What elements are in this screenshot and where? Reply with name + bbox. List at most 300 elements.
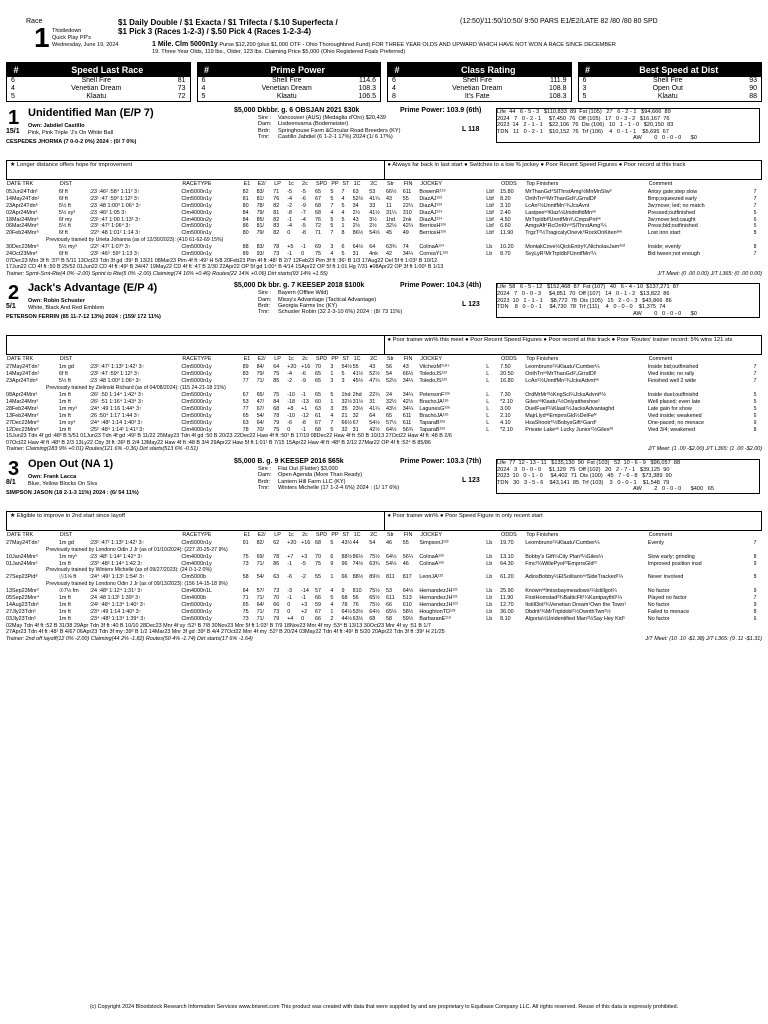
summary-box-title: Prime Power [270, 65, 326, 75]
trainer-change-note: Previously trained by Zielinski Richard (as of 04/08/2024): (115 24-21-18 21%) [46, 385, 226, 392]
race-cell: 6 [330, 553, 334, 560]
race-cell: 47/ [256, 398, 265, 405]
race-cell: 84 [242, 209, 249, 216]
race-cell: *2.10 [500, 426, 513, 433]
race-cell: 4.10 [500, 419, 511, 426]
race-cell: Lost iron start [647, 230, 681, 237]
race-cell: L [486, 371, 490, 378]
race-cell: Lb [486, 595, 493, 602]
race-cell: 54/ [256, 412, 265, 419]
race-cell: ColinaA¹²⁴ [419, 244, 445, 251]
race-cell: 64 [369, 244, 376, 251]
race-cell: -2 [287, 202, 292, 209]
race-cell: 8 [753, 553, 757, 560]
jockey-trainer-stats: J/T Meet: (10 .10 -$1.38) J/T L365: (9 .11 -$1.31) [645, 635, 762, 642]
race-cell: 66 [273, 602, 280, 608]
race-cell: 5 [330, 216, 334, 223]
workouts-2: 27Apr23 Tdn 4f ft :48¹ B 4/67 06Apr23 Tdn 3f my :39³ B 1/2 14Mar23 Mnr 3f gd :39² B 4/4 27Oct22 Mnr 4f my :52³ B 20/24 03May22 Tdn 4f ft :49¹ B 5/20 20Apr22 Tdn 3f ft :39² H 21/25 [6, 629, 445, 636]
record-line: Life 58 6 - 5 - 12 $152,468 87 Fst (107) 40 6 - 4 - 10 $137,271 87 [497, 284, 679, 291]
wagers: $1 Daily Double / $1 Exacta / $1 Trifecta / $.10 Superfecta / $1 Pick 3 (Races 1-2-3) / $.50 Pick 4 (Races 1-2-3-4) [118, 18, 338, 36]
race-cell: 93/ [256, 251, 265, 258]
race-cell: -5 [301, 188, 306, 195]
race-cell: 5 [341, 371, 345, 378]
race-cell: 75½ [369, 553, 380, 560]
race-cell: 16.80 [500, 378, 514, 385]
race-cell: 55 [402, 195, 409, 202]
race-cell: 14Aug23Tdn⁵ [6, 602, 40, 608]
race-cell: BrachoJA¹²⁶ [419, 412, 449, 419]
race-line [6, 237, 762, 244]
race-cell: Clm5000n1y [181, 223, 212, 230]
race-cell: TaparaB¹²⁶ [419, 419, 446, 426]
breeding [258, 115, 401, 140]
race-cell: -1 [301, 244, 306, 251]
race-cell: +3 [301, 553, 308, 560]
race-cell: 9 [341, 588, 345, 595]
race-cell: 3w;move; led; no match [647, 202, 705, 209]
race-cell: 30Dec23Mnr⁵ [6, 244, 40, 251]
race-cell: 85 [273, 378, 280, 385]
race-cell: 88 [242, 244, 249, 251]
race-cell: Lb [486, 602, 493, 608]
race-cell: 54½ [386, 560, 397, 567]
owner: Own: Robin Schuster [28, 298, 85, 305]
race-cell: +1 [301, 405, 308, 412]
column-header: 2c [302, 531, 308, 538]
race-cell: -14 [301, 588, 309, 595]
race-cell: 55 [315, 574, 322, 581]
race-cell: 44 [352, 539, 359, 546]
race-cell: 64/ [256, 602, 265, 608]
summary-box-row [198, 93, 381, 101]
race-cell: 05Jun24Tdn¹ [6, 188, 38, 195]
race-cell: 75 [273, 426, 280, 433]
race-number: 1 [34, 22, 50, 53]
column-header: RACETYPE [182, 356, 212, 363]
column-header [486, 531, 500, 540]
race-cell: Clm5000n1y [181, 371, 212, 378]
race-cell: BerriosH¹²⁶ [419, 230, 447, 237]
race-cell: 77 [242, 405, 249, 412]
race-cell: 67 [352, 419, 359, 426]
race-cell: Clm5000n1y [181, 419, 212, 426]
race-line [6, 406, 762, 413]
race-cell: 2.10 [500, 412, 511, 419]
race-line [6, 547, 762, 554]
race-cell: 11.90 [500, 230, 514, 237]
race-cell: Clm5000n1y [181, 398, 212, 405]
race-cell: :26¹ :50 1:14⁴ 1:42⁴ 3↑ [89, 392, 144, 398]
race-cell: SvyLyR¹MrTrpldbl²UnntfMn¹¼ [525, 251, 597, 258]
race-cell: 63¾ [386, 244, 397, 251]
race-cell: 75½ [369, 602, 380, 608]
trainer-stats [6, 636, 762, 643]
race-cell: -12 [301, 412, 309, 419]
summary-box-header [579, 63, 762, 77]
column-header: DIST [59, 531, 73, 538]
race-cell: 513 [402, 595, 412, 602]
record-line: 2024 3 0 - 0 - 0 $1,129 75 Off (102) 20 2 - 7 - 1 $39,125 90 [497, 466, 670, 473]
race-cell: 59½ [402, 615, 414, 622]
race-cell: 5 [330, 223, 334, 230]
race-cell: 81/ [256, 195, 265, 202]
race-cell: 42 [386, 251, 392, 258]
race-conditions: 1 Mile. Clm 5000n1y Purse $12,200 (plus $1,000 OTF - Ohio Thoroughbred Fund) FOR THREE YEAR OLDS AND UPWARD WHICH HAVE NOT WON A RACE SINCE DECEMBER 19. Three Year Olds, 119 lbs., Older, 123 lbs. Claiming Price $5,000 (Ohio Registered Foals Preferred) [152, 41, 616, 55]
race-cell: 6f ft [58, 251, 68, 258]
race-cell: Clm4000b [181, 595, 206, 602]
record-line: 2023 14 2 - 1 - 1 $22,106 76 Dis (106) 10 1 - 1 - 0 $20,150 83 [497, 122, 674, 129]
silks: Pink, Pink Triple 'J's On White Ball [28, 130, 114, 136]
race-cell: No factor [647, 615, 670, 622]
race-cell: 6f ft [58, 371, 68, 378]
summary-box-row [7, 93, 190, 101]
race-cell: 80 [242, 230, 249, 237]
column-header: Comment [648, 531, 673, 538]
trainer-change-note: Previously trained by Londono Odin J Jr (as of 09/13/2023): (156 14-15-18 9%) [46, 581, 228, 588]
record-line: Life 44 6 - 5 - 3 $110,833 89 Fst (105) 27 6 - 2 - 1 $94,666 89 [497, 109, 671, 115]
race-cell: +5 [287, 244, 294, 251]
race-cell: 43 [386, 195, 392, 202]
race-cell: 7 [753, 378, 757, 385]
race-cell: 1m my⁵ [58, 553, 78, 560]
race-cell: 0 [287, 608, 291, 615]
race-cell: Evenly [647, 539, 664, 546]
race-cell: 7 [753, 251, 757, 258]
race-cell: 75 [273, 371, 280, 378]
race-cell: :24⁴ :49 1:16 1:44⁴ 3↑ [89, 405, 142, 412]
jockey: CESPEDES JHORMA (7 0-0-2 0%) 2024 : (0/ 7 0%) [6, 139, 137, 145]
workouts: 02May Tdn 4f ft :52 B 31/38 29Apr Tdn 3f ft :40 B 10/10 28Dec23 Mnr 4f sy :52³ B 7/8 30Nov23 Mnr 5f ft 1:03¹ B 7/9 18Nov23 Mnr 4f my :53⁴ B 13/13 30Oct23 Mnr 4f sy :51 B 1/7 [6, 622, 431, 629]
race-cell: DiazAJ¹²³ [419, 195, 442, 202]
race-cell: 77 [242, 378, 249, 385]
row-program-number: 6 [582, 77, 587, 84]
race-cell: 64½ [402, 588, 414, 595]
race-cell: 58 [386, 615, 392, 622]
race-cell: 2hd [352, 392, 362, 398]
race-cell: 67/ [256, 405, 265, 412]
race-cell: L [486, 426, 490, 433]
race-cell: 0 [287, 426, 291, 433]
race-cell: 43½ [341, 539, 352, 546]
breeding-label: Dam: [258, 121, 272, 128]
race-cell: :23 :48 1:00³ 1:06⁴ 3↑ [89, 378, 142, 385]
row-program-number: 8 [392, 93, 396, 100]
race-cell: 13.10 [500, 553, 514, 560]
race-cell: :23¹ :47 :59³ 1:12³ 3↑ [89, 371, 140, 378]
race-cell: 54½ [341, 364, 352, 371]
race-cell: 5½ ft [58, 202, 71, 209]
race-cell: -1 [287, 216, 292, 223]
race-cell: 43 [402, 364, 409, 371]
race-cell: -3 [287, 588, 292, 595]
summary-box-title: Class Rating [460, 65, 516, 75]
row-value: 81 [177, 77, 186, 84]
race-cell: 12Dec23Mnr² [6, 426, 39, 433]
race-cell: Clm4000n2y [181, 216, 212, 223]
race-cell: Lb [486, 608, 493, 615]
race-cell: 0 [301, 615, 305, 622]
race-cell: 70 [315, 364, 322, 371]
race-cell: 41¼ [369, 195, 380, 202]
column-header: ODDS [501, 531, 517, 538]
race-cell: :23² :47² 1:13³ 1:42¹ 3↑ [89, 364, 145, 371]
race-cell: Lbf [486, 202, 494, 209]
race-cell: :26 :50⁴ 1:17 1:44 3↑ [89, 412, 140, 419]
race-cell: HernandezJH¹²³ [419, 602, 458, 608]
race-cell: Clm5000n1y [181, 230, 212, 237]
race-cell: 9 [330, 560, 334, 567]
race-cell: 1 [330, 574, 334, 581]
race-cell: 41¼ [369, 405, 380, 412]
race-cell: 80 [242, 202, 249, 209]
race-cell: 89 [242, 251, 249, 258]
claim-price: $5,000 Dk bbr. g. 7 KEESEP 2018 $100k [234, 282, 365, 290]
column-header: DIST [59, 356, 73, 363]
lifetime-record [496, 459, 760, 494]
race-cell: 23½ [352, 405, 364, 412]
race-cell: 1hd [386, 216, 395, 223]
race-cell: 5½ sy³ [58, 209, 76, 216]
race-cell: Clm5000n1y [181, 251, 212, 258]
race-cell: 1hd [341, 392, 351, 398]
breeding-value: Georgia Farms Inc (KY) [278, 303, 338, 310]
race-line [6, 616, 762, 623]
race-cell: 32½ [341, 398, 352, 405]
summary-box-hash: # [203, 65, 209, 75]
race-cell: Lb [486, 539, 493, 546]
race-cell: :24¹ :48⁴ 1:13⁴ 1:40¹ 3↑ [89, 602, 146, 608]
column-header: Str [387, 531, 394, 538]
summary-box [387, 62, 572, 102]
table-header-row [6, 180, 762, 189]
race-cell: 8 [753, 574, 757, 581]
race-cell: Played no factor [647, 595, 687, 602]
race-cell: 5 [753, 398, 757, 405]
race-cell: 31 [352, 426, 359, 433]
record-line: 2024 7 0 - 0 - 3 $4,851 70 Off (107) 14 0 - 1 - 2 $13,822 86 [497, 291, 670, 298]
race-cell: 27Sep23Pid⁸ [6, 574, 38, 581]
race-cell: 76 [315, 216, 322, 223]
horse-entry [6, 108, 762, 277]
summary-box-row [388, 93, 571, 101]
race-cell: 1 [341, 223, 345, 230]
comment-negative: ● Always far back in last start ● Switches to a low % jockey ● Poor Recent Speed Figures ● Poor record at this track [387, 162, 686, 168]
race-cell: 5 [341, 216, 345, 223]
race-cell: ColinaA¹²⁶ [419, 560, 445, 567]
race-cell: 53 [386, 588, 392, 595]
row-horse-name: Klaatu [657, 93, 678, 100]
breeding-value: Winters Michelle (17 1-2-4 6%) 2024 : (1/ 17 6%) [278, 484, 400, 491]
column-header: 2C [370, 531, 378, 538]
race-cell: Clm5000n1y [181, 412, 212, 419]
summary-box-row [388, 77, 571, 85]
race-cell: 86½ [352, 553, 364, 560]
race-cell: 96 [341, 560, 348, 567]
race-cell: LeonJA¹²² [419, 574, 444, 581]
race-cell: :23¹ :47 1:00 1:13¹ 3↑ [89, 216, 141, 223]
race-cell: Clm5000n1y [181, 405, 212, 412]
race-cell: Knownⁿᵏlmissbaymeadows¹¼lstillgot¼ [525, 588, 617, 595]
race-cell: 71/ [256, 595, 265, 602]
race-cell: 1m sy⁴ [58, 419, 76, 426]
race-cell: Bid tween;not enough [647, 251, 700, 258]
race-cell: Clm4000n1y [181, 560, 212, 567]
race-cell: 83 [273, 223, 280, 230]
column-header [90, 531, 182, 540]
race-cell: Clm4000n1y [181, 209, 212, 216]
race-cell: 67 [315, 195, 322, 202]
race-cell: 6.60 [500, 223, 511, 230]
race-cell: 69 [315, 244, 322, 251]
race-cell: 65½ [386, 608, 397, 615]
race-cell: :24⁴ :48² 1:14 1:40³ 3↑ [89, 419, 144, 426]
race-cell: +3 [301, 602, 308, 608]
race-cell: 5 [330, 426, 334, 433]
column-header: E2/ [257, 181, 266, 187]
race-cell: 68 [273, 405, 280, 412]
race-cell: Clm5000n1y [181, 378, 212, 385]
race-cell: 0 [287, 602, 291, 608]
race-cell: :23 :46² 1:05 3↑ [89, 209, 127, 216]
race-cell: 9 [753, 560, 757, 567]
race-cell: 4 [330, 602, 334, 608]
summary-box [6, 62, 191, 102]
summary-box-row [579, 77, 762, 85]
race-line [6, 399, 762, 406]
race-cell: 4 [341, 195, 345, 202]
column-header: Comment [648, 181, 673, 187]
race-cell: 9 [753, 602, 757, 608]
race-cell: 5 [753, 209, 757, 216]
race-cell: :23² :47² 1:13³ 1:42¹ 3↑ [89, 539, 145, 546]
race-cell: LcAn²½UnntfMn¹¾JcsAvnt [525, 202, 590, 209]
race-cell: Ⓐ1⅛ ft [58, 574, 77, 581]
race-cell: 34¼ [402, 392, 414, 398]
race-cell: -4 [287, 371, 292, 378]
race-cell: 53 [242, 398, 249, 405]
trainer-stats [6, 446, 762, 453]
race-cell: 76 [273, 195, 280, 202]
breeding [258, 466, 399, 491]
row-value: 72 [177, 93, 186, 100]
column-header: LP [274, 181, 281, 187]
race-cell: Finished well 2 wide [647, 378, 696, 385]
race-cell: 74½ [352, 560, 364, 567]
column-header: Top Finishers [526, 356, 559, 363]
race-cell: Bobby's Gift¼City Plan³¼Giles¼ [525, 553, 604, 560]
row-value: 108.8 [548, 85, 567, 92]
race-cell: 89 [242, 364, 249, 371]
breeding [258, 290, 402, 315]
race-cell: 42½ [369, 426, 380, 433]
race-cell: 310 [402, 209, 412, 216]
breeding-label: Brdr: [258, 303, 271, 310]
race-cell: 4nk [369, 251, 378, 258]
race-cell: Lbf [486, 216, 494, 223]
race-cell: 34¼ [402, 378, 414, 385]
race-cell: :23⁴ :49 1:14 1:40³ 3↑ [89, 608, 142, 615]
race-cell: 42½ [402, 398, 414, 405]
race-cell: :25² :48⁴ 1:14¹ 1:41³ 3↑ [89, 426, 145, 433]
race-cell: 84 [273, 398, 280, 405]
claim-price: $5,000 Dkbbr. g. 6 OBSJAN 2021 $30k [234, 107, 360, 114]
race-cell: Clm5000n1y [181, 188, 212, 195]
race-cell: Leombruno¹¼Klaatu¹Cumber¼ [525, 539, 600, 546]
race-cell: 43½ [386, 405, 397, 412]
race-cell: GiIesⁿᵒKlaatu¹½Onlyattheshoe¹ [525, 398, 600, 405]
claim-price: $5,000 B. g. 9 KEESEP 2016 $65k [234, 457, 344, 465]
race-cell: 79/ [256, 230, 265, 237]
race-cell: -4 [287, 223, 292, 230]
race-cell: 56¾ [402, 426, 414, 433]
race-cell: 03Jly23Tdn⁵ [6, 615, 37, 622]
race-cell: :24⁴ :49¹ 1:13¹ 1:54¹ 3↑ [89, 574, 145, 581]
race-cell: Lbf [486, 209, 494, 216]
race-cell: 1m ft [58, 426, 71, 433]
race-cell: 63½ [352, 615, 364, 622]
race-line [6, 251, 762, 258]
race-cell: 75 [315, 251, 322, 258]
race-cell: MrTrpldbl²UnntfMn³⁄₄CmpsPntⁿᵏ [525, 216, 601, 223]
comment-negative: ● Poor trainer win% this meet ● Poor Recent Speed Figures ● Poor record at this track ● Poor 'Routes' trainer record: 5% wins 121 sts [387, 337, 733, 344]
race-cell: 5 [341, 251, 345, 258]
race-cell: 71/ [256, 608, 265, 615]
race-cell: 63 [242, 419, 249, 426]
race-cell: 66 [315, 595, 322, 602]
race-cell: 75 [273, 392, 280, 398]
race-date: Wednesday, June 19, 2024 [52, 42, 119, 48]
race-cell: 74 [402, 244, 409, 251]
race-cell: 33 [369, 202, 376, 209]
column-header: E1 [243, 181, 251, 187]
race-cell: 78 [341, 602, 348, 608]
column-header: SPD [316, 531, 328, 538]
race-cell: Clm5000b [181, 574, 206, 581]
column-header: 1c [288, 356, 294, 363]
race-cell: -4 [287, 195, 292, 202]
race-cell: Clm5000n1y [181, 244, 212, 251]
race-cell: Lb [486, 244, 493, 251]
trainer-stat-line: Trainer: 2nd off layoff(12 0% -2.00) Claiming(44 2% -1.82) Routes(50 4% -1.74) Dirt starts(17 6% -1.64) [6, 635, 253, 642]
horse-header [6, 459, 762, 511]
race-cell: 54½ [369, 230, 380, 237]
row-horse-name: Venetian Dream [71, 85, 122, 92]
race-cell: 4 [330, 209, 334, 216]
race-cell: 811 [386, 574, 395, 581]
race-cell: :23⁴ :48³ 1:13⁴ 1:39⁴ 3↑ [89, 615, 146, 622]
race-cell: 66½ [386, 188, 397, 195]
race-cell: 3.00 [500, 405, 511, 412]
race-cell: 73 [273, 588, 280, 595]
race-cell: +7 [287, 553, 294, 560]
race-cell: 82 [273, 202, 280, 209]
race-cell: 1m ft [58, 392, 71, 398]
race-cell: 34¼ [402, 251, 414, 258]
row-horse-name: Open Out [652, 85, 683, 92]
summary-box-row [388, 85, 571, 93]
column-header [754, 531, 762, 540]
race-cell: 73 [242, 560, 249, 567]
column-header [486, 355, 500, 364]
race-cell: 12.70 [500, 602, 514, 608]
column-header: 1C [353, 356, 361, 363]
breeding-value: Flat Out (Flatter) $3,000 [278, 465, 338, 472]
race-cell: Slow early; grinding [647, 553, 695, 560]
summary-box [197, 62, 382, 102]
race-cell: 6 [753, 615, 757, 622]
breeding-value: Castillo Jabdiel (6 1-2-1 17%) 2024:(1/ 6 17%) [278, 133, 393, 140]
race-cell: Lb [486, 574, 493, 581]
